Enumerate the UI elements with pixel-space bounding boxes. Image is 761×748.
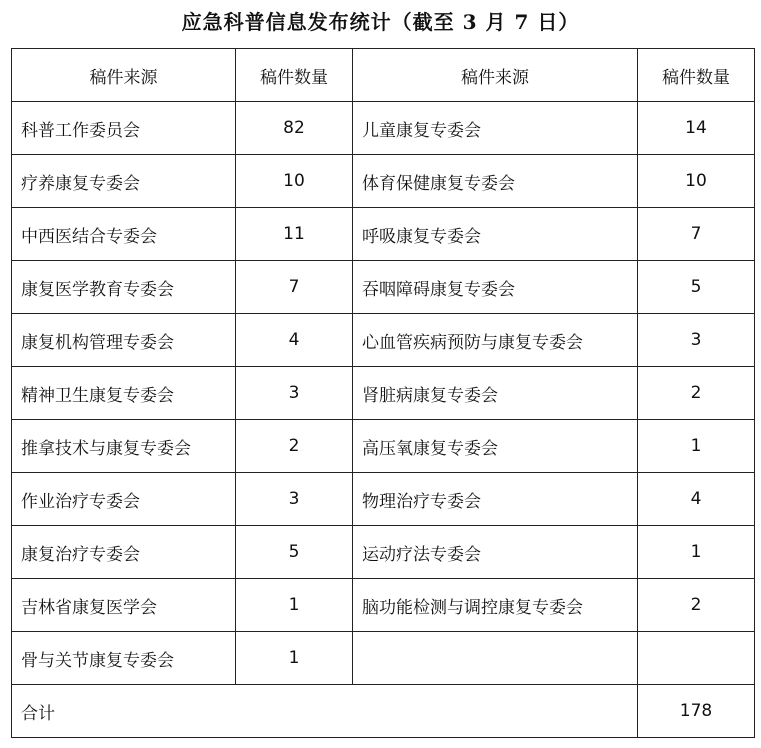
right-count-cell: 10	[638, 155, 755, 208]
left-source-cell: 康复机构管理专委会	[12, 314, 236, 367]
right-source-cell: 运动疗法专委会	[353, 526, 638, 579]
right-source-cell: 呼吸康复专委会	[353, 208, 638, 261]
table-row	[12, 102, 755, 155]
table-row	[12, 155, 755, 208]
right-count-cell: 2	[638, 579, 755, 632]
right-count-cell: 7	[638, 208, 755, 261]
right-source-cell: 脑功能检测与调控康复专委会	[353, 579, 638, 632]
left-count-cell: 1	[236, 632, 353, 685]
right-source-cell	[353, 632, 638, 685]
left-count-cell: 2	[236, 420, 353, 473]
table-row	[12, 314, 755, 367]
left-source-cell: 科普工作委员会	[12, 102, 236, 155]
table-row	[12, 526, 755, 579]
table-row	[12, 632, 755, 685]
left-count-cell: 3	[236, 367, 353, 420]
left-source-cell: 推拿技术与康复专委会	[12, 420, 236, 473]
table-header-row	[12, 49, 755, 102]
right-source-cell: 心血管疾病预防与康复专委会	[353, 314, 638, 367]
right-source-cell: 吞咽障碍康复专委会	[353, 261, 638, 314]
table-row	[12, 420, 755, 473]
left-count-cell: 3	[236, 473, 353, 526]
right-count-cell: 1	[638, 526, 755, 579]
statistics-table	[11, 48, 755, 738]
right-source-cell: 儿童康复专委会	[353, 102, 638, 155]
right-source-cell: 高压氧康复专委会	[353, 420, 638, 473]
total-value-cell: 178	[638, 685, 755, 738]
left-source-cell: 康复治疗专委会	[12, 526, 236, 579]
right-count-cell: 1	[638, 420, 755, 473]
right-count-cell: 14	[638, 102, 755, 155]
header-right-count: 稿件数量	[638, 49, 755, 102]
left-source-cell: 康复医学教育专委会	[12, 261, 236, 314]
left-count-cell: 11	[236, 208, 353, 261]
left-count-cell: 5	[236, 526, 353, 579]
left-count-cell: 10	[236, 155, 353, 208]
table-row	[12, 579, 755, 632]
left-count-cell: 4	[236, 314, 353, 367]
left-source-cell: 疗养康复专委会	[12, 155, 236, 208]
right-count-cell: 3	[638, 314, 755, 367]
document-title: 应急科普信息发布统计（截至 3 月 7 日）	[181, 10, 580, 34]
left-source-cell: 骨与关节康复专委会	[12, 632, 236, 685]
left-count-cell: 7	[236, 261, 353, 314]
right-count-cell: 4	[638, 473, 755, 526]
header-left-count: 稿件数量	[236, 49, 353, 102]
left-source-cell: 精神卫生康复专委会	[12, 367, 236, 420]
right-count-cell	[638, 632, 755, 685]
right-count-cell: 5	[638, 261, 755, 314]
left-source-cell: 作业治疗专委会	[12, 473, 236, 526]
table-row	[12, 473, 755, 526]
left-source-cell: 吉林省康复医学会	[12, 579, 236, 632]
table-row	[12, 208, 755, 261]
total-row	[12, 685, 755, 738]
left-source-cell: 中西医结合专委会	[12, 208, 236, 261]
right-count-cell: 2	[638, 367, 755, 420]
header-left-source: 稿件来源	[12, 49, 236, 102]
right-source-cell: 体育保健康复专委会	[353, 155, 638, 208]
table-row	[12, 261, 755, 314]
header-right-source: 稿件来源	[353, 49, 638, 102]
left-count-cell: 82	[236, 102, 353, 155]
right-source-cell: 物理治疗专委会	[353, 473, 638, 526]
total-label-cell: 合计	[12, 685, 638, 738]
left-count-cell: 1	[236, 579, 353, 632]
table-row	[12, 367, 755, 420]
right-source-cell: 肾脏病康复专委会	[353, 367, 638, 420]
